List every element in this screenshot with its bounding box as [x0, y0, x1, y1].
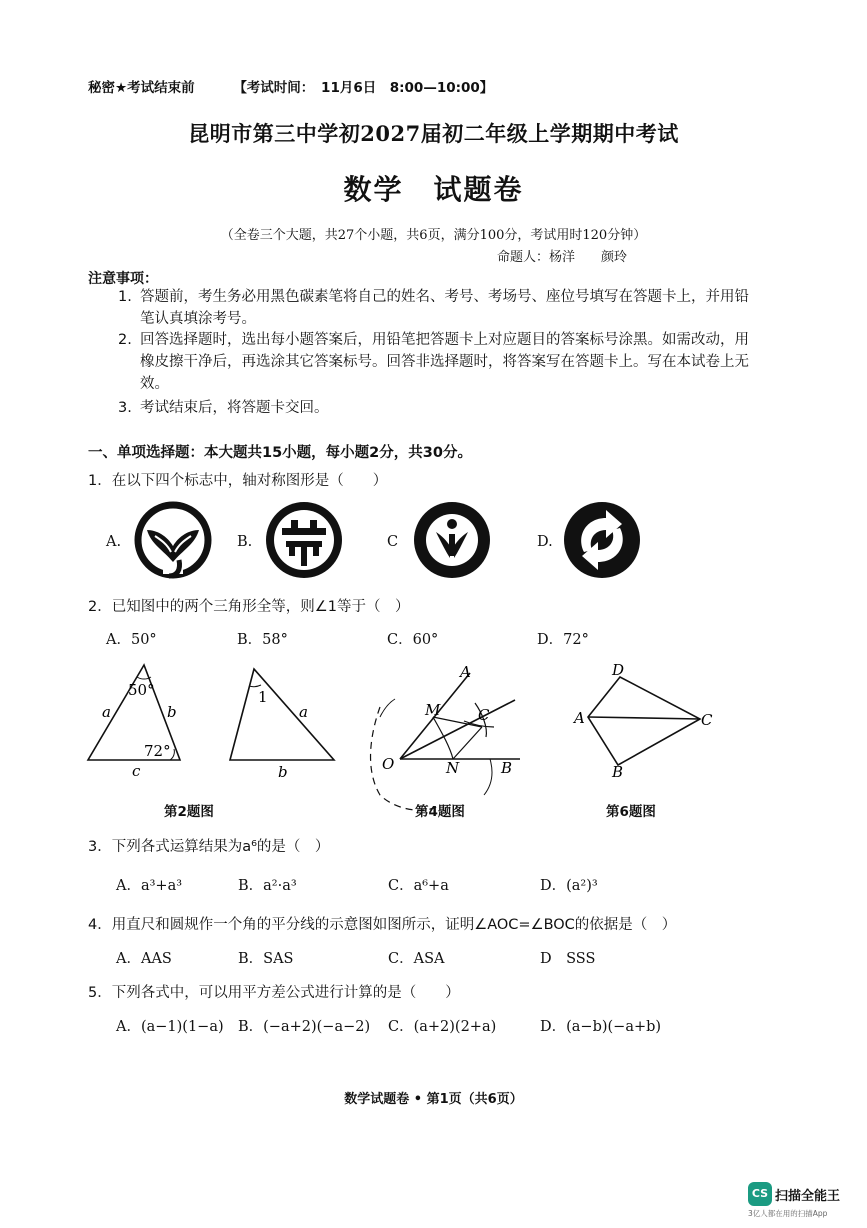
q2-option-d: D．72° [537, 632, 589, 648]
exam-time: 【考试时间： 11月6日 8:00—10:00】 [233, 80, 494, 96]
fig4-point-b: B [501, 759, 513, 777]
q1-option-c-label: C [387, 534, 399, 550]
q4-option-d: D SSS [540, 951, 596, 967]
exam-subtitle: 数学 试题卷 [343, 173, 524, 206]
q5-option-c: C．(a+2)(2+a) [388, 1019, 497, 1035]
q1-option-b-label: B. [237, 534, 253, 550]
scanner-name: 扫描全能王 [775, 1188, 841, 1204]
exam-info: （全卷三个大题，共27个小题，共6页，满分100分，考试用时120分钟） [220, 228, 647, 243]
q3-option-c: C．a⁶+a [388, 878, 449, 894]
triangle-2 [230, 669, 334, 781]
logo-a-icon [133, 500, 213, 580]
logo-d-icon [562, 500, 642, 580]
q2-option-b: B．58° [237, 632, 288, 648]
q4-option-a: A．AAS [116, 951, 172, 967]
note-item-2 [118, 329, 788, 395]
question-1-stem: 1．在以下四个标志中，轴对称图形是（ ） [88, 473, 388, 489]
secret-label: 秘密★考试结束前 [88, 80, 195, 96]
logo-b-icon [264, 500, 344, 580]
fig4-point-m: M [425, 701, 441, 719]
note-num: 3. [118, 400, 132, 416]
note-text: 橡皮擦干净后，再选涂其它答案标号。回答非选择题时，将答案写在答题卡上。写在本试卷上无 [140, 354, 749, 370]
q3-option-a: A．a³+a³ [116, 878, 183, 894]
note-text: 效。 [140, 376, 169, 392]
note-text: 笔认真填涂考号。 [140, 311, 256, 327]
tri2-angle-1: 1 [258, 688, 268, 706]
question-4-stem: 4．用直尺和圆规作一个角的平分线的示意图如图所示，证明∠AOC=∠BOC的依据是（ ） [88, 917, 677, 933]
note-item-3 [118, 397, 788, 419]
q1-option-d-label: D. [537, 534, 553, 550]
scanner-tagline: 3亿人都在用的扫描App [748, 1209, 828, 1218]
exam-header [88, 76, 527, 96]
exam-authors: 命题人：杨洋 颜玲 [497, 250, 628, 265]
page-footer: 数学试题卷 • 第1页（共6页） [344, 1092, 523, 1107]
tri1-angle-top: 50° [128, 681, 155, 699]
q2-option-a: A．50° [106, 632, 157, 648]
question-2-stem: 2．已知图中的两个三角形全等，则∠1等于（ ） [88, 599, 410, 615]
tri2-side-a: a [299, 703, 308, 721]
scanner-logo-icon: CS [748, 1182, 772, 1206]
fig6-point-d: D [612, 661, 625, 679]
fig4-point-n: N [446, 759, 460, 777]
fig4-point-o: O [382, 755, 395, 773]
fig6-point-c: C [701, 711, 713, 729]
figure-2-caption: 第2题图 [164, 804, 214, 820]
fig6-point-b: B [612, 763, 624, 781]
question-5-stem: 5．下列各式中，可以用平方差公式进行计算的是（ ） [88, 985, 460, 1001]
tri1-side-a: a [102, 703, 111, 721]
logo-c-icon [412, 500, 492, 580]
q3-option-d: D．(a²)³ [540, 878, 598, 894]
note-text: 回答选择题时，选出每小题答案后，用铅笔把答题卡上对应题目的答案标号涂黑。如需改动，用 [140, 332, 749, 348]
fig4-point-a: A [460, 663, 471, 681]
note-text: 答题前，考生务必用黑色碳素笔将自己的姓名、考号、考场号、座位号填写在答题卡上，并用铅 [140, 289, 749, 305]
figure-6-quadrilateral [572, 661, 713, 781]
tri1-side-b: b [167, 703, 177, 721]
scanner-watermark [748, 1182, 840, 1206]
q3-option-b: B．a²·a³ [238, 878, 297, 894]
figure-4-caption: 第4题图 [415, 804, 465, 820]
triangle-1 [88, 665, 180, 780]
notes-heading: 注意事项： [88, 271, 158, 287]
section-heading: 一、单项选择题：本大题共15小题，每小题2分，共30分。 [88, 445, 472, 461]
tri1-angle-right: 72° [144, 742, 171, 760]
note-item-1 [118, 286, 788, 330]
fig4-point-c: C [478, 706, 490, 724]
q4-option-c: C．ASA [388, 951, 445, 967]
note-num: 1. [118, 289, 132, 305]
figure-4-angle-bisector [371, 663, 520, 810]
tri1-side-c: c [132, 762, 141, 780]
question-3-stem: 3．下列各式运算结果为a⁶的是（ ） [88, 839, 330, 855]
tri2-side-b: b [278, 763, 288, 781]
note-num: 2. [118, 332, 132, 348]
exam-title: 昆明市第三中学初2027届初二年级上学期期中考试 [188, 121, 679, 146]
q5-option-b: B．(−a+2)(−a−2) [238, 1019, 371, 1035]
q5-option-a: A．(a−1)(1−a) [116, 1019, 224, 1035]
q1-option-a-label: A. [106, 534, 122, 550]
q4-option-b: B．SAS [238, 951, 294, 967]
figure-6-caption: 第6题图 [606, 804, 656, 820]
fig6-point-a: A [574, 709, 585, 727]
q5-option-d: D．(a−b)(−a+b) [540, 1019, 662, 1035]
note-text: 考试结束后，将答题卡交回。 [140, 400, 329, 416]
q2-option-c: C．60° [387, 632, 439, 648]
